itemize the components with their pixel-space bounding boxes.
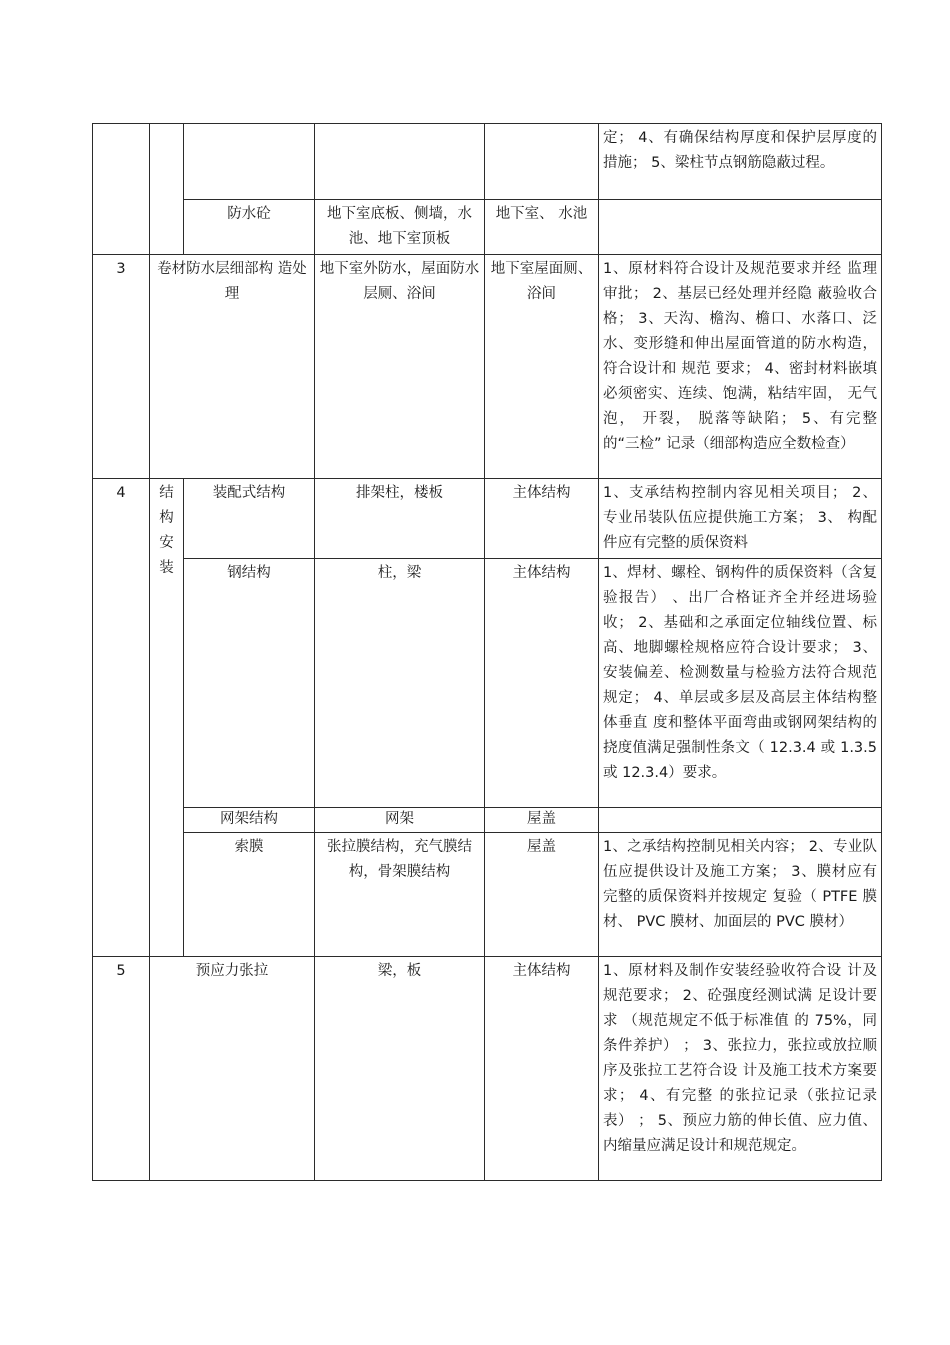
parts-cell-empty (315, 124, 485, 200)
parts-cell: 柱，梁 (315, 559, 485, 808)
area-cell: 屋盖 (485, 833, 599, 957)
area-cell: 主体结构 (485, 479, 599, 559)
name-cell: 预应力张拉 (150, 957, 315, 1181)
table-row-4-steel (93, 559, 882, 808)
row-number: 5 (93, 957, 150, 1181)
area-cell: 主体结构 (485, 559, 599, 808)
area-cell: 主体结构 (485, 957, 599, 1181)
group-char: 装 (159, 560, 174, 576)
table-row-waterproof-concrete (93, 200, 882, 255)
name-cell: 防水砼 (184, 200, 315, 255)
desc-cell (599, 808, 882, 833)
group-cell-empty (150, 124, 184, 255)
name-cell-empty (184, 124, 315, 200)
desc-cell: 1、支承结构控制内容见相关项目； 2、 专业吊装队伍应提供施工方案； 3、 构配件应有完整的质保资料 (599, 479, 882, 559)
desc-cell: 1、原材料及制作安装经验收符合设 计及规范要求； 2、砼强度经测试满 足设计要求 （规范规定不低于标准值 的 75%，同条件养护） ； 3、张拉力，张拉或放拉顺序及张拉工艺符合设 计及施工技术方案要求； 4、有完整 的张拉记录（张拉记录表） ； 5、预应力筋的伸长值、应力值、内缩量应满足设计和规范规定。 (599, 957, 882, 1181)
parts-cell: 地下室外防水，屋面防水层厕、浴间 (315, 255, 485, 479)
parts-cell: 地下室底板、侧墙，水池、地下室顶板 (315, 200, 485, 255)
desc-cell (599, 200, 882, 255)
table-row-continuation (93, 124, 882, 200)
name-cell: 钢结构 (184, 559, 315, 808)
num-cell-empty (93, 124, 150, 255)
group-char: 安 (159, 535, 174, 551)
area-cell: 屋盖 (485, 808, 599, 833)
name-cell: 卷材防水层细部构 造处理 (150, 255, 315, 479)
row-number: 3 (93, 255, 150, 479)
table-row-3 (93, 255, 882, 479)
inspection-table (92, 123, 882, 1181)
area-cell: 地下室、 水池 (485, 200, 599, 255)
group-char: 结 (159, 485, 174, 501)
area-cell-empty (485, 124, 599, 200)
desc-cell: 1、之承结构控制见相关内容； 2、专业队伍应提供设计及施工方案； 3、膜材应有完整的质保资料并按规定 复验（ PTFE 膜材、 PVC 膜材、加面层的 PVC 膜材） (599, 833, 882, 957)
name-cell: 索膜 (184, 833, 315, 957)
table-row-4-membrane (93, 833, 882, 957)
name-cell: 装配式结构 (184, 479, 315, 559)
group-label (150, 479, 184, 957)
name-cell: 网架结构 (184, 808, 315, 833)
desc-cell: 1、焊材、螺栓、钢构件的质保资料（含复验报告） 、出厂合格证齐全并经进场验收； 2、基础和之承面定位轴线位置、标高、地脚螺栓规格应符合设计要求； 3、安装偏差、检测数量与检验方法符合规范规定； 4、单层或多层及高层主体结构整体垂直 度和整体平面弯曲或钢网架结构的 挠度值满足强制性条文（ 12.3.4 或 1.3.5 或 12.3.4）要求。 (599, 559, 882, 808)
row-number: 4 (93, 479, 150, 957)
area-cell: 地下室屋面厕、浴间 (485, 255, 599, 479)
desc-cell: 定； 4、有确保结构厚度和保护层厚度的措施； 5、梁柱节点钢筋隐蔽过程。 (599, 124, 882, 200)
table-row-4-space-frame (93, 808, 882, 833)
parts-cell: 网架 (315, 808, 485, 833)
group-char: 构 (159, 510, 174, 526)
desc-cell: 1、原材料符合设计及规范要求并经 监理审批； 2、基层已经处理并经隐 蔽验收合格； 3、天沟、檐沟、檐口、水落口、泛水、变形缝和伸出屋面管道的防水构造，符合设计和 规范 要求； 4、密封材料嵌填必须密实、连续、饱满，粘结牢固， 无气泡， 开裂， 脱落等缺陷； 5、有完整的“三检” 记录（细部构造应全数检查） (599, 255, 882, 479)
parts-cell: 张拉膜结构，充气膜结构，骨架膜结构 (315, 833, 485, 957)
table-row-5 (93, 957, 882, 1181)
parts-cell: 排架柱，楼板 (315, 479, 485, 559)
table-row-4-assembly (93, 479, 882, 559)
parts-cell: 梁，板 (315, 957, 485, 1181)
